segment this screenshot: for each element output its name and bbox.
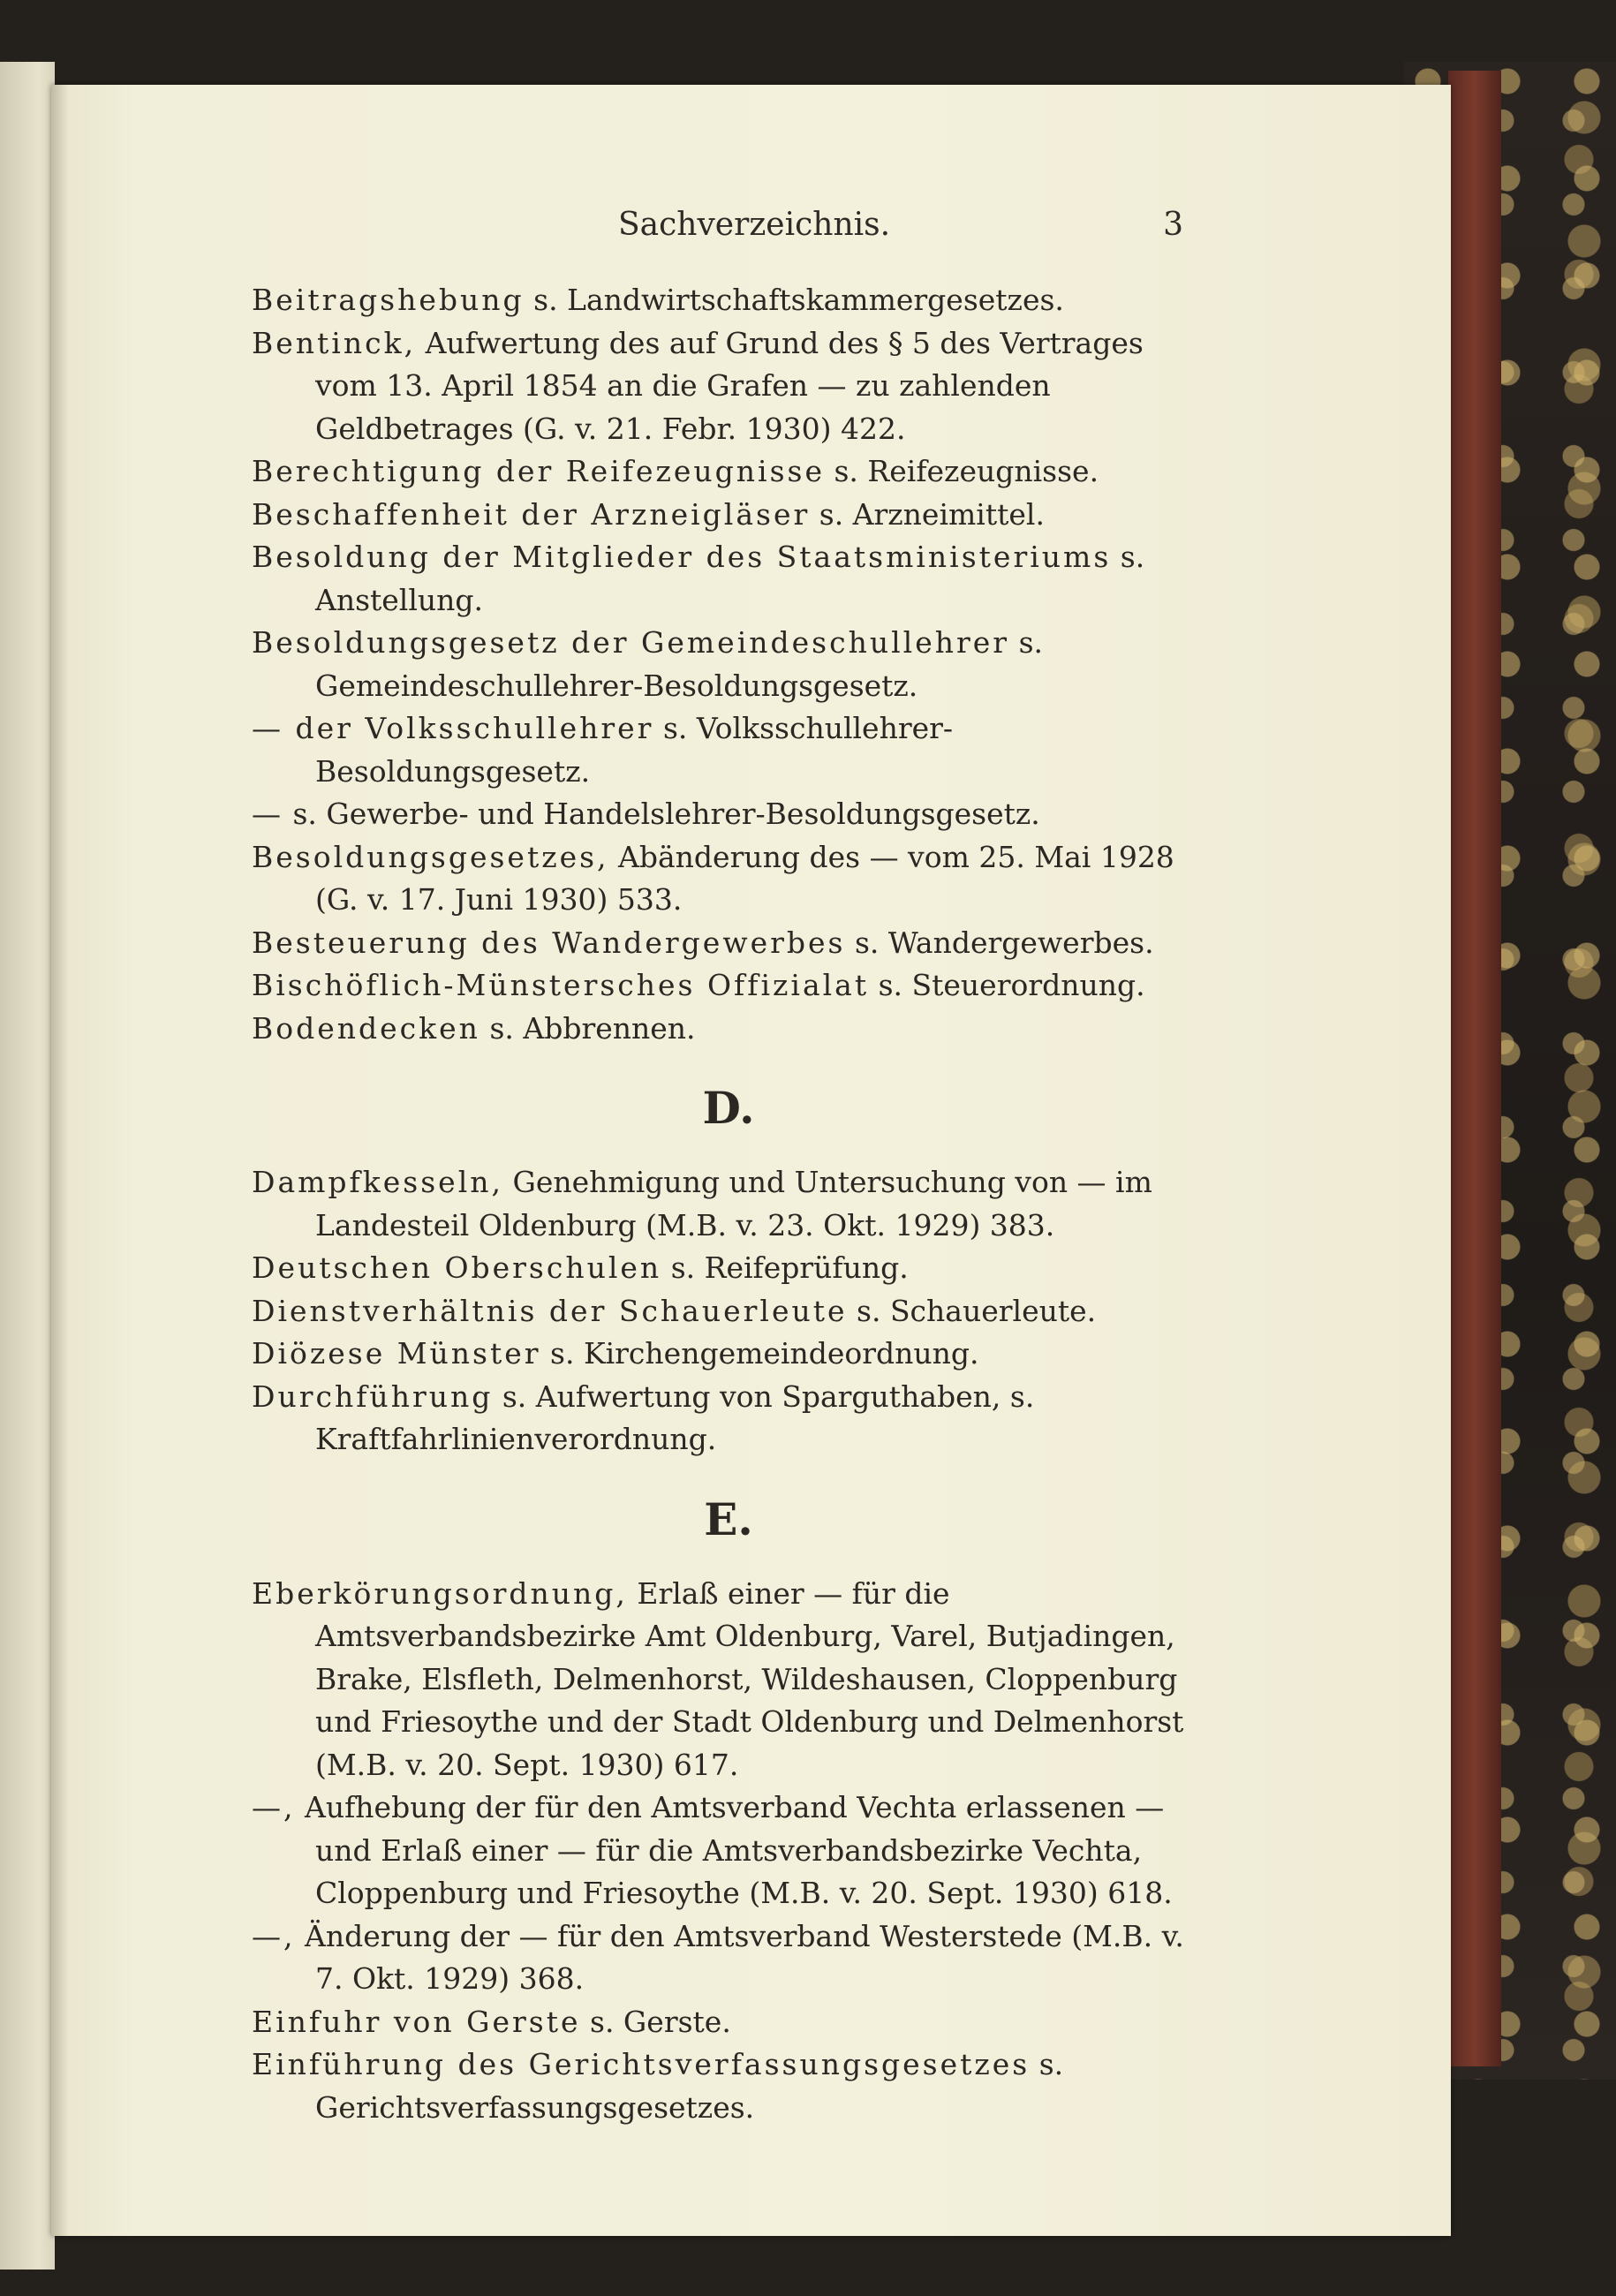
index-entry <box>252 922 1205 965</box>
entry-text: Aufhebung der für den Amtsverband Vechta erlassenen — und Erlaß einer — für die Amtsverbandsbezirke Vechta, Cloppenburg und Friesoythe (M.B. v. 20. Sept. 1930) 618. <box>295 1790 1173 1910</box>
entry-keyword: Deutschen Oberschulen <box>252 1250 662 1285</box>
index-entry <box>252 450 1205 494</box>
entry-text: s. Reifeprüfung. <box>661 1250 909 1285</box>
index-entry <box>252 707 1205 793</box>
page-gutter-shadow <box>51 85 69 2236</box>
entry-keyword: Beschaffenheit der Arzneigläser <box>252 496 811 532</box>
entry-keyword: — <box>252 797 283 831</box>
entry-text: Aufwertung des auf Grund des § 5 des Vertrages vom 13. April 1854 an die Grafen — zu zahlenden Geldbetrages (G. v. 21. Febr. 1930) 422. <box>315 325 1144 446</box>
entries-b <box>252 279 1205 1050</box>
entry-text: s. Volksschullehrer-Besoldungsgesetz. <box>315 711 954 789</box>
facing-page-edge <box>0 62 55 2270</box>
entry-keyword: Dampfkesseln, <box>252 1165 503 1199</box>
index-entry <box>252 1376 1205 1461</box>
index-entry <box>252 964 1205 1008</box>
entry-keyword: —, <box>252 1918 296 1953</box>
entries-d <box>252 1161 1205 1461</box>
entry-text: s. Steuerordnung. <box>869 968 1145 1002</box>
entry-text: s. Abbrennen. <box>480 1010 696 1046</box>
index-content <box>252 279 1205 2129</box>
entry-keyword: Eberkörungsordnung, <box>252 1575 628 1611</box>
entry-text: s. Schauerleute. <box>847 1293 1097 1328</box>
index-entry <box>252 2043 1205 2129</box>
entry-text: Änderung der — für den Amtsverband Westerstede (M.B. v. 7. Okt. 1929) 368. <box>295 1918 1184 1996</box>
entry-text: Abänderung des — vom 25. Mai 1928 (G. v. 17. Juni 1930) 533. <box>315 839 1174 917</box>
entry-keyword: Besoldung der Mitglieder des Staatsministeriums <box>252 540 1112 574</box>
index-entry <box>252 1915 1205 2001</box>
entry-text: s. Gemeindeschullehrer-Besoldungsgesetz. <box>315 625 1043 703</box>
entry-text: s. Gerste. <box>580 2004 731 2039</box>
entry-keyword: Bischöflich-Münstersches Offizialat <box>252 968 870 1002</box>
entry-text: s. Kirchengemeindeordnung. <box>540 1336 979 1371</box>
index-entry <box>252 836 1205 922</box>
entry-keyword: Bodendecken <box>252 1010 480 1046</box>
entry-text: Genehmigung und Untersuchung von — im Landesteil Oldenburg (M.B. v. 23. Okt. 1929) 383. <box>315 1165 1152 1242</box>
entry-text: Erlaß einer — für die Amtsverbandsbezirke Amt Oldenburg, Varel, Butjadingen, Brake, Elsfleth, Delmenhorst, Wildeshausen, Cloppenburg und Friesoythe und der Stadt Oldenburg und Delmenhorst (M.B. v. 20. Sept. 1930) 617. <box>315 1575 1184 1782</box>
index-entry <box>252 494 1205 537</box>
entry-text: s. Anstellung. <box>315 540 1145 617</box>
entry-text: s. Wandergewerbes. <box>845 925 1154 960</box>
index-entry <box>252 279 1205 322</box>
entry-keyword: Einführung des Gerichtsverfassungsgesetzes <box>252 2047 1031 2081</box>
entries-e <box>252 1573 1205 2130</box>
running-title: Sachverzeichnis. <box>618 207 891 243</box>
page-number: 3 <box>1163 207 1183 243</box>
section-heading-d: D. <box>702 1082 755 1134</box>
index-entry <box>252 1008 1205 1051</box>
entry-text: s. Landwirtschaftskammergesetzes. <box>524 283 1064 317</box>
index-entry <box>252 1247 1205 1290</box>
entry-keyword: Besoldungsgesetz der Gemeindeschullehrer <box>252 625 1010 660</box>
entry-text: s. Gerichtsverfassungsgesetzes. <box>315 2047 1064 2125</box>
index-entry <box>252 1290 1205 1333</box>
entry-keyword: Einfuhr von Gerste <box>252 2004 581 2039</box>
entry-keyword: Besoldungsgesetzes, <box>252 839 609 874</box>
entry-text: s. Aufwertung von Sparguthaben, s. Kraftfahrlinienverordnung. <box>315 1378 1035 1456</box>
index-entry <box>252 536 1205 622</box>
entry-keyword: Durchführung <box>252 1378 494 1414</box>
entry-keyword: Diözese Münster <box>252 1336 541 1371</box>
index-entry <box>252 322 1205 451</box>
index-entry <box>252 1786 1205 1915</box>
entry-text: s. Arzneimittel. <box>810 496 1045 532</box>
cover-spine-band <box>1448 71 1501 2066</box>
index-entry <box>252 622 1205 707</box>
entry-keyword: Beitragshebung <box>252 283 525 317</box>
section-heading-e: E. <box>704 1492 753 1545</box>
entry-keyword: — der Volksschullehrer <box>252 711 654 745</box>
index-entry <box>252 1333 1205 1376</box>
entry-keyword: —, <box>252 1790 296 1824</box>
entry-keyword: Bentinck, <box>252 325 417 360</box>
running-header <box>618 207 1183 251</box>
index-entry <box>252 1573 1205 1787</box>
entry-keyword: Dienstverhältnis der Schauerleute <box>252 1293 848 1328</box>
entry-keyword: Besteuerung des Wandergewerbes <box>252 925 846 960</box>
entry-keyword: Berechtigung der Reifezeugnisse <box>252 454 825 488</box>
index-entry <box>252 1161 1205 1247</box>
entry-text: s. Reifezeugnisse. <box>824 454 1099 488</box>
index-entry <box>252 793 1205 836</box>
index-entry <box>252 2001 1205 2044</box>
entry-text: s. Gewerbe- und Handelslehrer-Besoldungsgesetz. <box>283 797 1040 831</box>
